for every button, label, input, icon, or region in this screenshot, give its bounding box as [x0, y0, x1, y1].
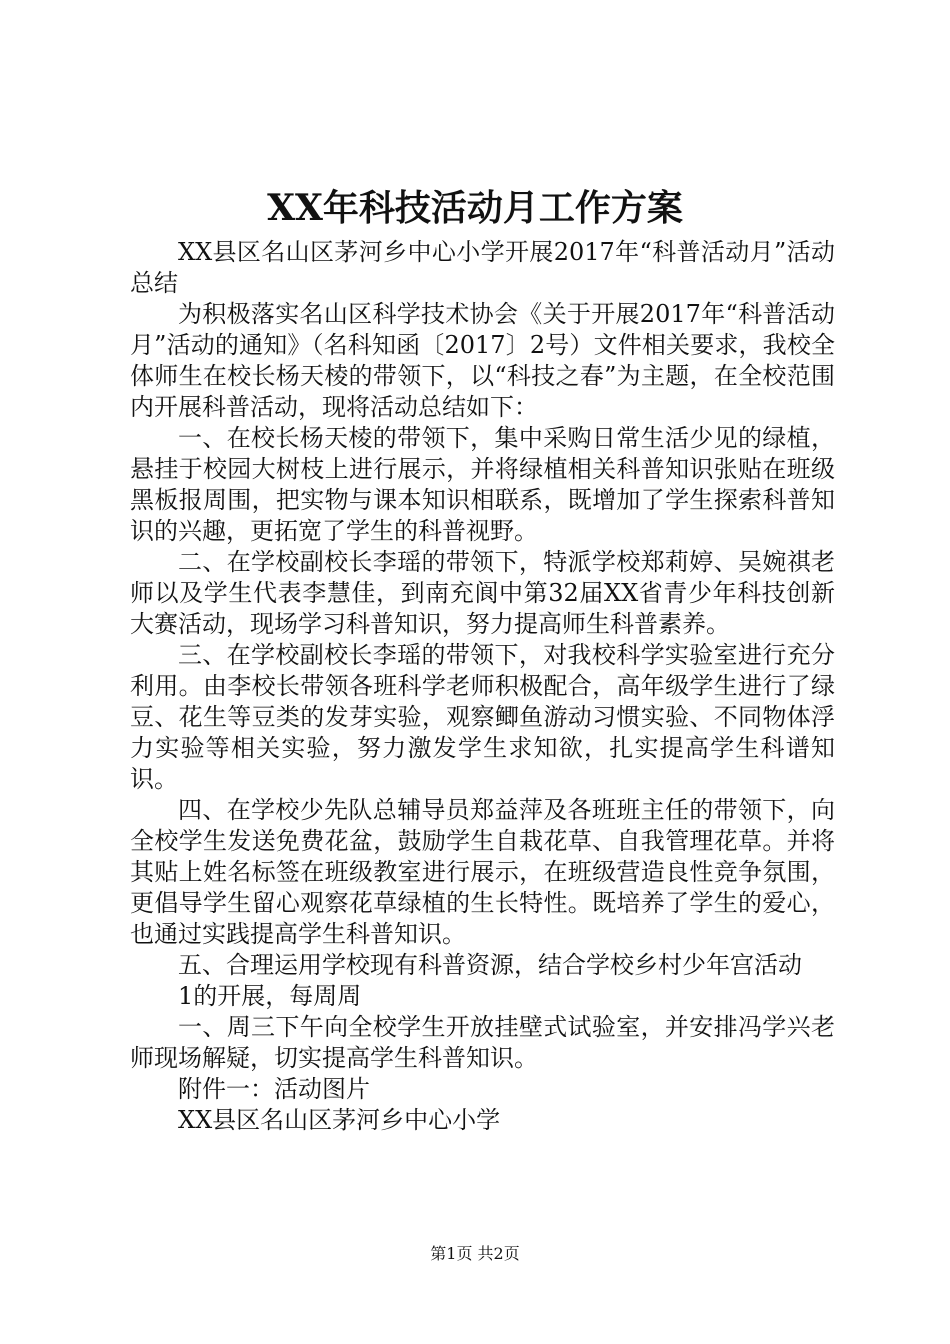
paragraph-item-2: 二、在学校副校长李瑶的带领下，特派学校郑莉婷、吴婉祺老师以及学生代表李慧佳，到南充阆中第32届XX省青少年科技创新大赛活动，现场学习科普知识，努力提高师生科普素养。 [130, 548, 835, 638]
paragraph-attachment: 附件一：活动图片 [178, 1075, 370, 1103]
paragraph-item-5: 五、合理运用学校现有科普资源，结合学校乡村少年宫活动 [178, 951, 802, 979]
document-title: XX年科技活动月工作方案 [267, 187, 683, 229]
document-body [130, 237, 835, 1136]
paragraph-heading: XX县区名山区茅河乡中心小学开展2017年“科普活动月”活动总结 [130, 238, 835, 297]
paragraph-item-4: 四、在学校少先队总辅导员郑益萍及各班班主任的带领下，向全校学生发送免费花盆，鼓励学生自栽花草、自我管理花草。并将其贴上姓名标签在班级教室进行展示，在班级营造良性竞争氛围，更倡导学生留心观察花草绿植的生长特性。既培养了学生的爱心，也通过实践提高学生科普知识。 [130, 796, 835, 948]
paragraph-signature: XX县区名山区茅河乡中心小学 [178, 1106, 501, 1134]
paragraph-item-5-cont: 1的开展，每周周 [178, 982, 362, 1010]
paragraph-intro: 为积极落实名山区科学技术协会《关于开展2017年“科普活动月”活动的通知》（名科知函〔2017〕2号）文件相关要求，我校全体师生在校长杨天棱的带领下，以“科技之春”为主题，在全校范围内开展科普活动，现将活动总结如下： [130, 300, 835, 421]
paragraph-item-1: 一、在校长杨天棱的带领下，集中采购日常生活少见的绿植，悬挂于校园大树枝上进行展示，并将绿植相关科普知识张贴在班级黑板报周围，把实物与课本知识相联系，既增加了学生探索科普知识的兴趣，更拓宽了学生的科普视野。 [130, 424, 835, 545]
page-number-footer: 第1页 共2页 [430, 1244, 520, 1263]
paragraph-item-5-detail: 一、周三下午向全校学生开放挂壁式试验室，并安排冯学兴老师现场解疑，切实提高学生科普知识。 [130, 1013, 835, 1072]
paragraph-item-3: 三、在学校副校长李瑶的带领下，对我校科学实验室进行充分利用。由李校长带领各班科学老师积极配合，高年级学生进行了绿豆、花生等豆类的发芽实验，观察鲫鱼游动习惯实验、不同物体浮力实验等相关实验，努力激发学生求知欲，扎实提高学生科谱知识。 [130, 641, 835, 793]
